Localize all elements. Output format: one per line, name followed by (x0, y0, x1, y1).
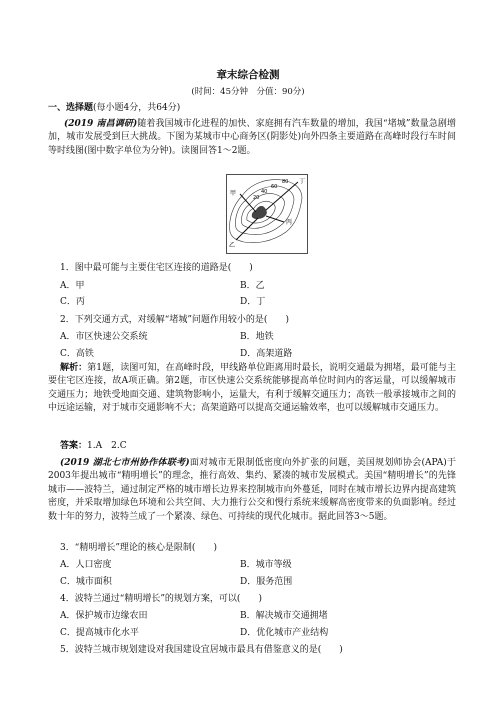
isochrone-label-60: 60 (271, 184, 278, 190)
q1-option-a[interactable]: A．甲 (60, 281, 85, 291)
answer-line (60, 440, 127, 452)
passage-2-text: 面对城市无限制低密度向外扩张的问题，美国规划师协会(APA)于2003年提出城市“精明增长”的理念，推行高效、集约、紧凑的城市发展模式。美国“精明增长”的先锋城市——波特兰，通过制定严格的城市增长边界来控制城市向外蔓延，同时在城市增长边界内提高建筑密度，并采取增加绿色环境和公共空间、大力推行公交和慢行系统来缓解高密度带来的负面影响。经过数十年的努力，波特兰成了一个紧凑、绿色、可持续的现代化城市。据此回答3～5题。 (48, 458, 456, 522)
analysis-text: 第1题，读图可知，在高峰时段，甲线路单位距离用时最长，说明交通最为拥堵，最可能与主要住宅区连接，故A项正确。第2题，市区快速公交系统能够提高单位时间内的客运量，可以缓解城市交通压力；地铁受地面交通、建筑物影响小，运量大，有利于缓解交通压力；高铁一般承接城市之间的中远途运输，对于城市交通影响不大；高架道路可以提高交通运输效率，也可以缓解城市交通压力。 (48, 363, 456, 414)
q2-option-c[interactable]: C．高铁 (60, 349, 94, 359)
question-3-stem: 3．“精明增长”理论的核心是限制( ) (60, 543, 217, 553)
question-2-stem: 2．下列交通方式，对缓解“堵城”问题作用较小的是( ) (60, 315, 289, 325)
passage-2 (48, 457, 456, 539)
label-ding: 丁 (299, 178, 306, 185)
q4-option-a[interactable]: A．保护城市边缘农田 (60, 611, 148, 621)
q4-option-b[interactable]: B．解决城市交通拥堵 (240, 611, 328, 621)
isochrone-label-20: 20 (253, 195, 260, 201)
q1-option-b[interactable]: B．乙 (240, 281, 265, 291)
q3-option-d[interactable]: D．服务范围 (240, 577, 293, 587)
question-4-stem: 4．波特兰通过“精明增长”的规划方案，可以( ) (60, 594, 262, 604)
q1-option-d[interactable]: D．丁 (240, 297, 266, 307)
time-score-info: (时间：45分钟 分值：90分) (191, 87, 305, 97)
label-bing: 丙 (286, 219, 293, 226)
map-frame (227, 175, 308, 254)
passage-1-text: 随着我国城市化进程的加快、家庭拥有汽车数量的增加，我国“堵城”数量急剧增加，城市发展受到巨大挑战。下图为某城市中心商务区(阴影处)向外四条主要道路在高峰时段行车时间等时线图(图中数字单位为分钟)。读图回答1～2题。 (48, 119, 456, 156)
q3-option-c[interactable]: C．城市面积 (60, 577, 112, 587)
q3-option-a[interactable]: A．人口密度 (60, 560, 112, 570)
analysis-block (48, 362, 456, 438)
q3-option-b[interactable]: B．城市等级 (240, 560, 292, 570)
isochrone-map (226, 174, 308, 254)
q2-option-a[interactable]: A．市区快速公交系统 (60, 332, 148, 342)
section-heading (48, 102, 180, 114)
passage-2-source: (2019 湖北七市州协作体联考) (60, 458, 190, 468)
isochrone-label-80: 80 (282, 179, 289, 185)
question-5-stem: 5．波特兰城市规划建设对我国建设宜居城市最具有借鉴意义的是( ) (60, 645, 343, 655)
answer-label: 答案： (60, 441, 88, 451)
q2-option-b[interactable]: B．地铁 (240, 332, 274, 342)
label-yi: 乙 (229, 242, 236, 249)
section-title: 一、选择题 (48, 103, 94, 113)
question-1-stem: 1．图中最可能与主要住宅区连接的道路是( ) (60, 263, 253, 273)
q4-option-d[interactable]: D．优化城市产业结构 (240, 628, 329, 638)
answer-value: 1.A 2.C (87, 441, 127, 451)
label-jia: 甲 (230, 190, 237, 197)
q4-option-c[interactable]: C．提高城市化水平 (60, 628, 139, 638)
passage-1 (48, 118, 456, 174)
q1-option-c[interactable]: C．丙 (60, 297, 85, 307)
page-title: 章末综合检测 (216, 69, 280, 81)
section-note: (每小题4分，共64分) (93, 103, 181, 113)
q2-option-d[interactable]: D．高架道路 (240, 349, 293, 359)
isochrone-label-40: 40 (261, 189, 268, 195)
passage-1-source: (2019 南昌调研) (64, 119, 138, 129)
analysis-label: 解析： (60, 363, 88, 373)
